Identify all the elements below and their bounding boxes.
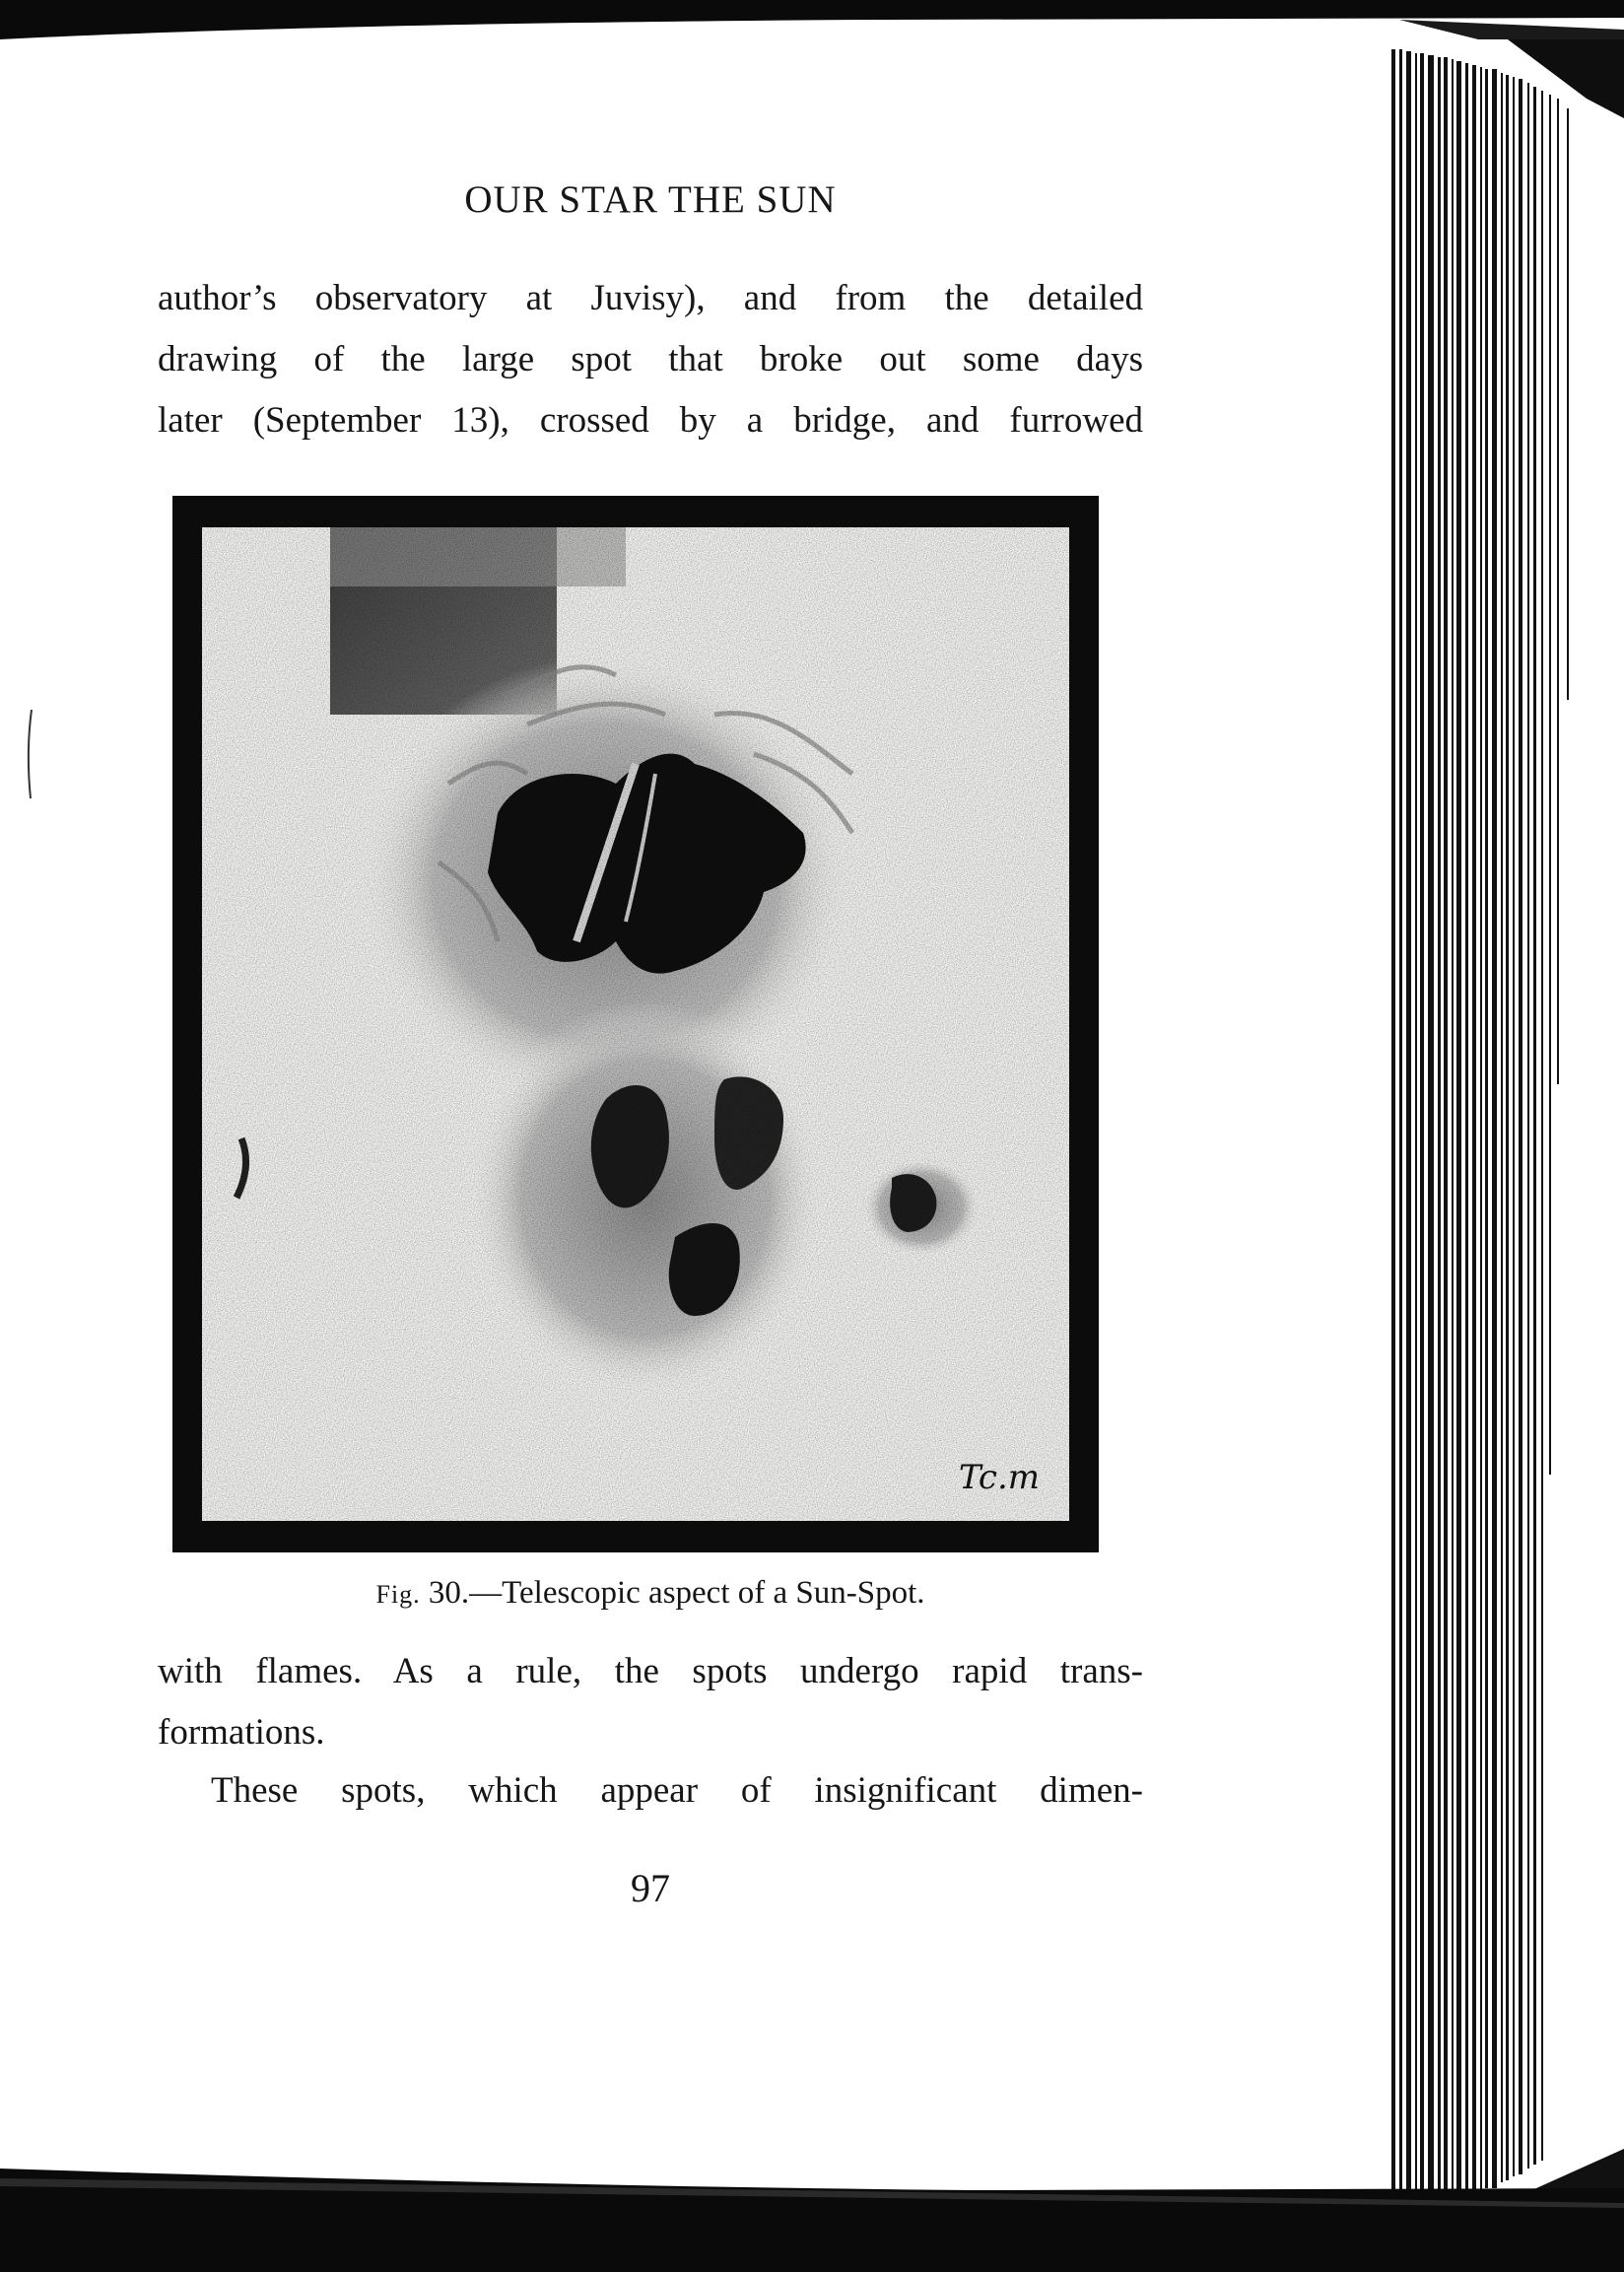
text-line: These spots, which appear of insignificant dimen-: [211, 1770, 1143, 1811]
caption-prefix: Fig.: [375, 1580, 421, 1609]
caption-text: 30.—Telescopic aspect of a Sun-Spot.: [428, 1575, 925, 1611]
bottom-paragraph: [158, 1641, 1143, 1763]
next-paragraph: [158, 1760, 1143, 1822]
text-line: drawing of the large spot that broke out some days: [158, 339, 1143, 379]
margin-mark: [26, 710, 35, 798]
artist-monogram: Tc.m: [958, 1458, 1040, 1497]
text-line: with flames. As a rule, the spots undergo rapid trans-: [158, 1651, 1143, 1691]
figure-sunspot: [172, 496, 1099, 1552]
running-head: OUR STAR THE SUN: [464, 178, 837, 221]
scan-top-edge: [0, 0, 1624, 69]
scan-bottom-edge: [0, 2149, 1624, 2272]
figure-caption: [158, 1575, 1143, 1612]
page-number: 97: [631, 1866, 670, 1910]
sunspot-illustration: [202, 527, 1069, 1521]
page-edges: [1389, 39, 1624, 2228]
text-line: author’s observatory at Juvisy), and from the detailed: [158, 278, 1143, 318]
text-line: later (September 13), crossed by a bridge, and furrowed: [158, 400, 1143, 441]
text-line: formations.: [158, 1712, 325, 1753]
top-paragraph: [158, 268, 1143, 451]
